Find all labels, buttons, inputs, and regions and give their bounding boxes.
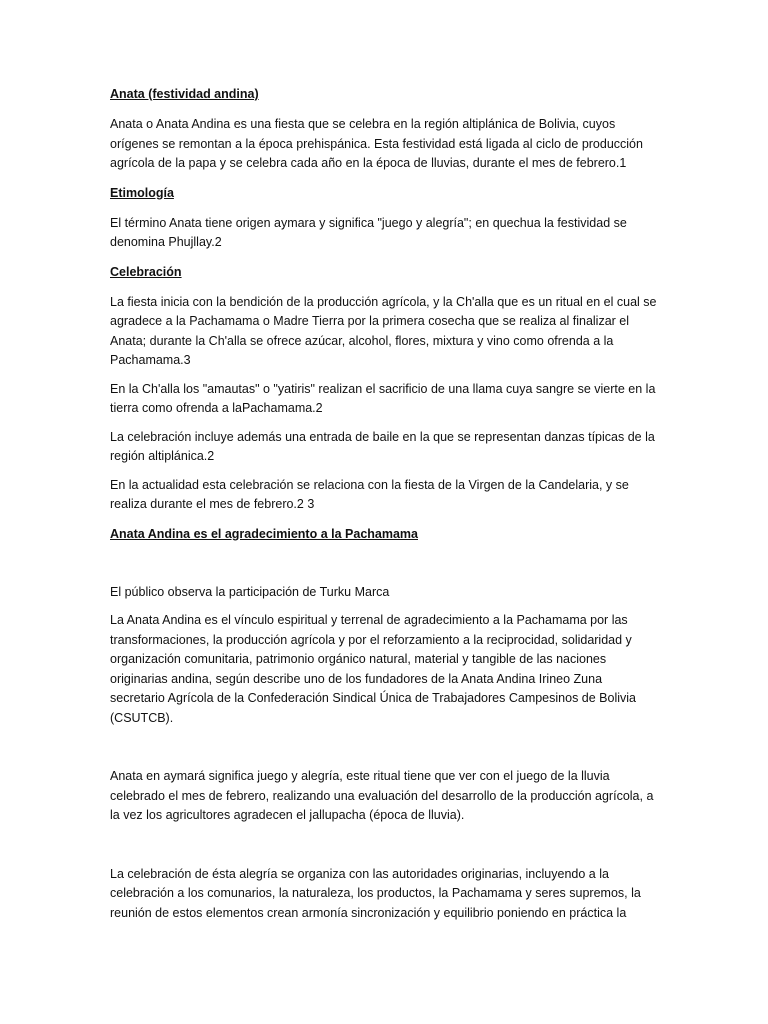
spacer	[110, 419, 660, 428]
document-page	[110, 84, 660, 923]
celebration-heading: Celebración	[110, 264, 182, 279]
gratitude-heading: Anata Andina es el agradecimiento a la Pachamama	[110, 526, 418, 541]
gratitude-paragraph-2: Anata en aymará significa juego y alegría, este ritual tiene que ver con el juego de la lluvia celebrado el mes de febrero, realizando una evaluación del desarrollo de la producción agrícola, a la vez los agricultores agradecen el jallupacha (época de lluvia).	[110, 769, 654, 822]
spacer	[110, 253, 660, 262]
etymology-heading: Etimología	[110, 185, 174, 200]
celebration-paragraph-1: La fiesta inicia con la bendición de la producción agrícola, y la Ch'alla que es un ritual en el cual se agradece a la Pachamama o Madre Tierra por la primera cosecha que se realiza al finalizar el Anata; durante la Ch'alla se ofrece azúcar, alcohol, flores, mixtura y vino como ofrenda a la Pachamama.3	[110, 294, 657, 367]
celebration-paragraph-4: En la actualidad esta celebración se relaciona con la fiesta de la Virgen de la Candelaria, y se realiza durante el mes de febrero.2 3	[110, 477, 629, 511]
spacer	[110, 544, 660, 583]
photo-caption: El público observa la participación de Turku Marca	[110, 584, 390, 599]
document-title: Anata (festividad andina)	[110, 87, 259, 101]
celebration-paragraph-3: La celebración incluye además una entrada de baile en la que se representan danzas típicas de la región altiplánica.2	[110, 429, 655, 463]
gratitude-paragraph-3: La celebración de ésta alegría se organiza con las autoridades originarias, incluyendo a la celebración a los comunarios, la naturaleza, los productos, la Pachamama y seres supremos, la reunión de estos elementos crean armonía sincronización y equilibrio poniendo en práctica la	[110, 866, 641, 920]
spacer	[110, 602, 660, 611]
spacer	[110, 467, 660, 476]
spacer	[110, 826, 660, 865]
spacer	[110, 371, 660, 380]
intro-paragraph: Anata o Anata Andina es una fiesta que se celebra en la región altiplánica de Bolivia, cuyos orígenes se remontan a la época prehispánica. Esta festividad está ligada al ciclo de producción agrícola de la papa y se celebra cada año en la época de lluvias, durante el mes de febrero.1	[110, 117, 643, 170]
gratitude-paragraph-1: La Anata Andina es el vínculo espiritual y terrenal de agradecimiento a la Pachamama por las transformaciones, la producción agrícola y por el reforzamiento a la reciprocidad, solidaridad y organización comunitaria, patrimonio orgánico natural, material y tangible de las naciones originarias andina, según describe uno de los fundadores de la Anata Andina Irineo Zuna secretario Agrícola de la Confederación Sindical Única de Trabajadores Campesinos de Bolivia (CSUTCB).	[110, 613, 636, 725]
etymology-paragraph: El término Anata tiene origen aymara y significa "juego y alegría"; en quechua la festividad se denomina Phujllay.2	[110, 215, 627, 249]
spacer	[110, 515, 660, 524]
spacer	[110, 203, 660, 214]
spacer	[110, 174, 660, 183]
celebration-paragraph-2: En la Ch'alla los "amautas" o "yatiris" realizan el sacrificio de una llama cuya sangre se vierte en la tierra como ofrenda a laPachamama.2	[110, 381, 656, 415]
spacer	[110, 282, 660, 293]
spacer	[110, 728, 660, 767]
spacer	[110, 104, 660, 115]
